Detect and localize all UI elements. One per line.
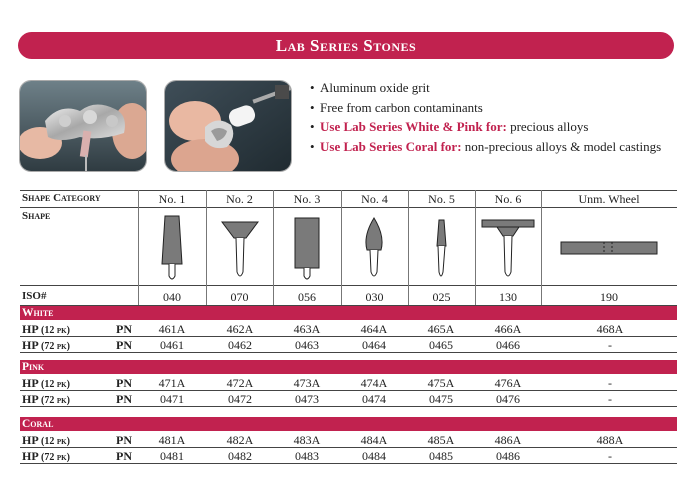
stone-shape-no4-icon — [341, 208, 408, 284]
group-band-pink: Pink — [20, 360, 677, 374]
stone-shape-no6-icon — [475, 208, 541, 284]
feature-item: • Aluminum oxide grit — [310, 80, 430, 95]
iso-label: ISO# — [22, 290, 47, 302]
iso-value: 040 — [163, 290, 181, 304]
page-title-banner — [18, 32, 674, 59]
feature-item: • Use Lab Series White & Pink for: precious alloys — [310, 119, 589, 134]
column-header: Unm. Wheel — [578, 192, 640, 206]
column-header: No. 1 — [158, 192, 186, 206]
table-row: HP (12 pk) PN 461A 462A 463A 464A 465A 466A 468A — [20, 321, 677, 337]
column-header: No. 3 — [293, 192, 321, 206]
table-row: HP (12 pk) PN 471A 472A 473A 474A 475A 476A - — [20, 375, 677, 391]
iso-value: 025 — [432, 290, 451, 304]
iso-value: 130 — [499, 290, 517, 304]
feature-item: • Free from carbon contaminants — [310, 99, 483, 115]
iso-value: 190 — [600, 290, 618, 304]
table-row: HP (72 pk) PN 0471 0472 0473 0474 0475 0476 - — [20, 391, 677, 407]
iso-value: 030 — [365, 290, 384, 304]
shape-category-label: Shape Category — [22, 192, 101, 204]
group-band-white: White — [20, 306, 677, 320]
group-band-coral: Coral — [20, 417, 677, 431]
stone-shape-no5-icon — [408, 208, 475, 284]
page-title: Lab Series Stones — [275, 35, 417, 55]
feature-item: • Use Lab Series Coral for: non-precious alloys & model castings — [310, 138, 662, 154]
table-row: HP (72 pk) PN 0481 0482 0483 0484 0485 0486 - — [20, 448, 677, 464]
product-photo-bridge — [19, 80, 147, 172]
stone-shape-no2-icon — [206, 208, 273, 284]
product-table — [20, 190, 677, 473]
column-header: No. 2 — [226, 192, 253, 206]
iso-value: 056 — [298, 290, 316, 304]
product-photo-crown — [164, 80, 292, 172]
feature-list — [310, 78, 661, 156]
column-header: No. 5 — [428, 192, 455, 206]
column-header: No. 6 — [494, 192, 522, 206]
table-row: HP (72 pk) PN 0461 0462 0463 0464 0465 0466 - — [20, 337, 677, 353]
wheel-shape-icon — [541, 208, 677, 284]
shape-label: Shape — [22, 210, 51, 222]
stone-shape-no3-icon — [273, 208, 341, 284]
column-header: No. 4 — [361, 192, 388, 206]
stone-shape-no1-icon — [138, 208, 206, 284]
iso-value: 070 — [230, 290, 249, 304]
table-row: HP (12 pk) PN 481A 482A 483A 484A 485A 486A 488A — [20, 432, 677, 448]
